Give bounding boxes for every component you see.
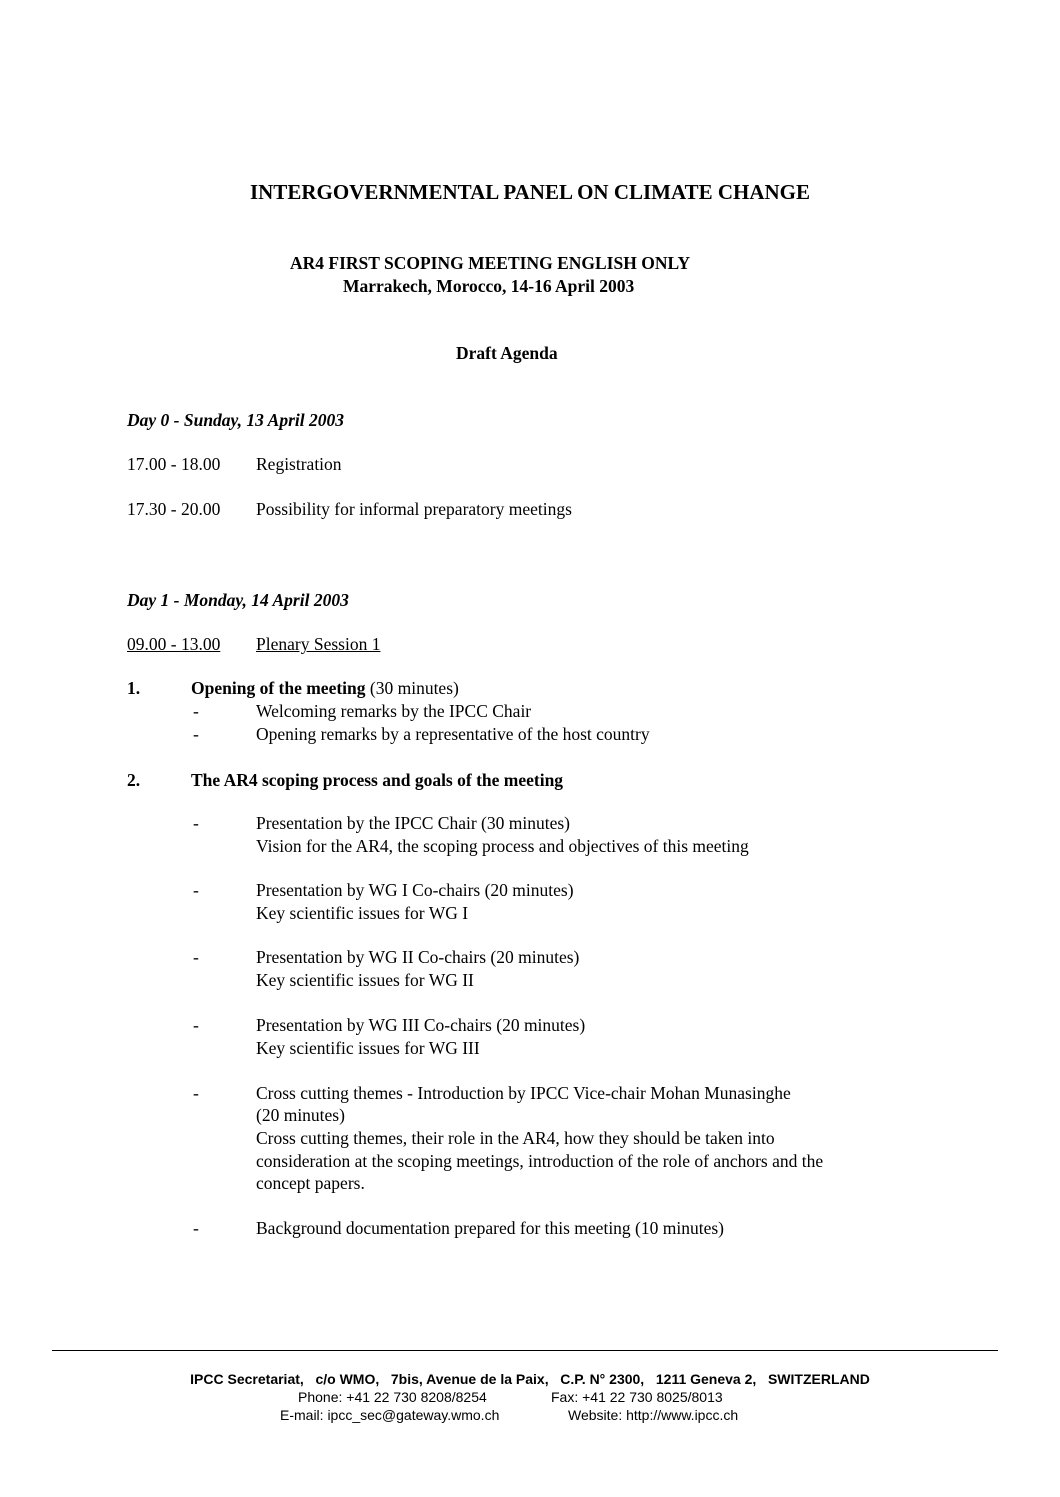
item2-title: The AR4 scoping process and goals of the meeting (191, 770, 564, 790)
doc-title: Draft Agenda (456, 343, 558, 363)
item2-bullet-1-line-1: Presentation by the IPCC Chair (30 minutes) (256, 813, 570, 833)
item2-bullet-4-line-1: Presentation by WG III Co-chairs (20 minutes) (256, 1015, 586, 1035)
item1-title: Opening of the meeting (191, 678, 366, 698)
item2-bullet-2-line-1: Presentation by WG I Co-chairs (20 minutes) (256, 880, 574, 900)
item1-bullet-1: Welcoming remarks by the IPCC Chair (256, 701, 532, 721)
item1-heading (191, 677, 459, 699)
bullet-dash: - (193, 1218, 199, 1238)
item2-bullet-3-line-1: Presentation by WG II Co-chairs (20 minutes) (256, 947, 580, 967)
item2-bullet-6-line-1: Background documentation prepared for this meeting (10 minutes) (256, 1218, 724, 1238)
bullet-dash: - (193, 1083, 199, 1103)
day0-heading: Day 0 - Sunday, 13 April 2003 (127, 410, 344, 430)
item2-bullet-1-line-2: Vision for the AR4, the scoping process and objectives of this meeting (256, 836, 749, 856)
item2-bullet-5-line-4: consideration at the scoping meetings, introduction of the role of anchors and the (256, 1151, 824, 1171)
footer-website[interactable]: Website: http://www.ipcc.ch (568, 1407, 739, 1423)
bullet-dash: - (193, 880, 199, 900)
item2-bullet-4-line-2: Key scientific issues for WG III (256, 1038, 480, 1058)
item2-bullet-3-line-2: Key scientific issues for WG II (256, 970, 474, 990)
item2-bullet-5-line-2: (20 minutes) (256, 1105, 345, 1125)
bullet-dash: - (193, 701, 199, 721)
day0-time-2: 17.30 - 20.00 (127, 499, 221, 519)
org-title: INTERGOVERNMENTAL PANEL ON CLIMATE CHANGE (249, 180, 811, 204)
meeting-title: AR4 FIRST SCOPING MEETING ENGLISH ONLY (290, 253, 691, 273)
footer-fax: Fax: +41 22 730 8025/8013 (551, 1389, 723, 1405)
bullet-dash: - (193, 1015, 199, 1035)
bullet-dash: - (193, 724, 199, 744)
bullet-dash: - (193, 947, 199, 967)
meeting-place: Marrakech, Morocco, 14-16 April 2003 (343, 276, 635, 296)
session-time: 09.00 - 13.00 (127, 634, 221, 654)
item1-bullet-2: Opening remarks by a representative of the host country (256, 724, 650, 744)
session-name: Plenary Session 1 (256, 634, 381, 654)
footer-phone: Phone: +41 22 730 8208/8254 (298, 1389, 487, 1405)
bullet-dash: - (193, 813, 199, 833)
item2-number: 2. (127, 770, 141, 790)
footer-rule (52, 1350, 998, 1351)
day0-time-1: 17.00 - 18.00 (127, 454, 221, 474)
footer-address: IPCC Secretariat, c/o WMO, 7bis, Avenue de la Paix, C.P. N° 2300, 1211 Geneva 2, SWITZERLAND (190, 1371, 870, 1387)
item1-number: 1. (127, 678, 141, 698)
item2-bullet-5-line-3: Cross cutting themes, their role in the AR4, how they should be taken into (256, 1128, 775, 1148)
footer-email: E-mail: ipcc_sec@gateway.wmo.ch (280, 1407, 500, 1423)
day1-heading: Day 1 - Monday, 14 April 2003 (127, 590, 349, 610)
item2-bullet-2-line-2: Key scientific issues for WG I (256, 903, 469, 923)
day0-text-2: Possibility for informal preparatory meetings (256, 499, 572, 519)
item2-bullet-5-line-1: Cross cutting themes - Introduction by IPCC Vice-chair Mohan Munasinghe (256, 1083, 791, 1103)
day0-text-1: Registration (256, 454, 342, 474)
item1-duration: (30 minutes) (369, 678, 459, 698)
item2-bullet-5-line-5: concept papers. (256, 1173, 365, 1193)
